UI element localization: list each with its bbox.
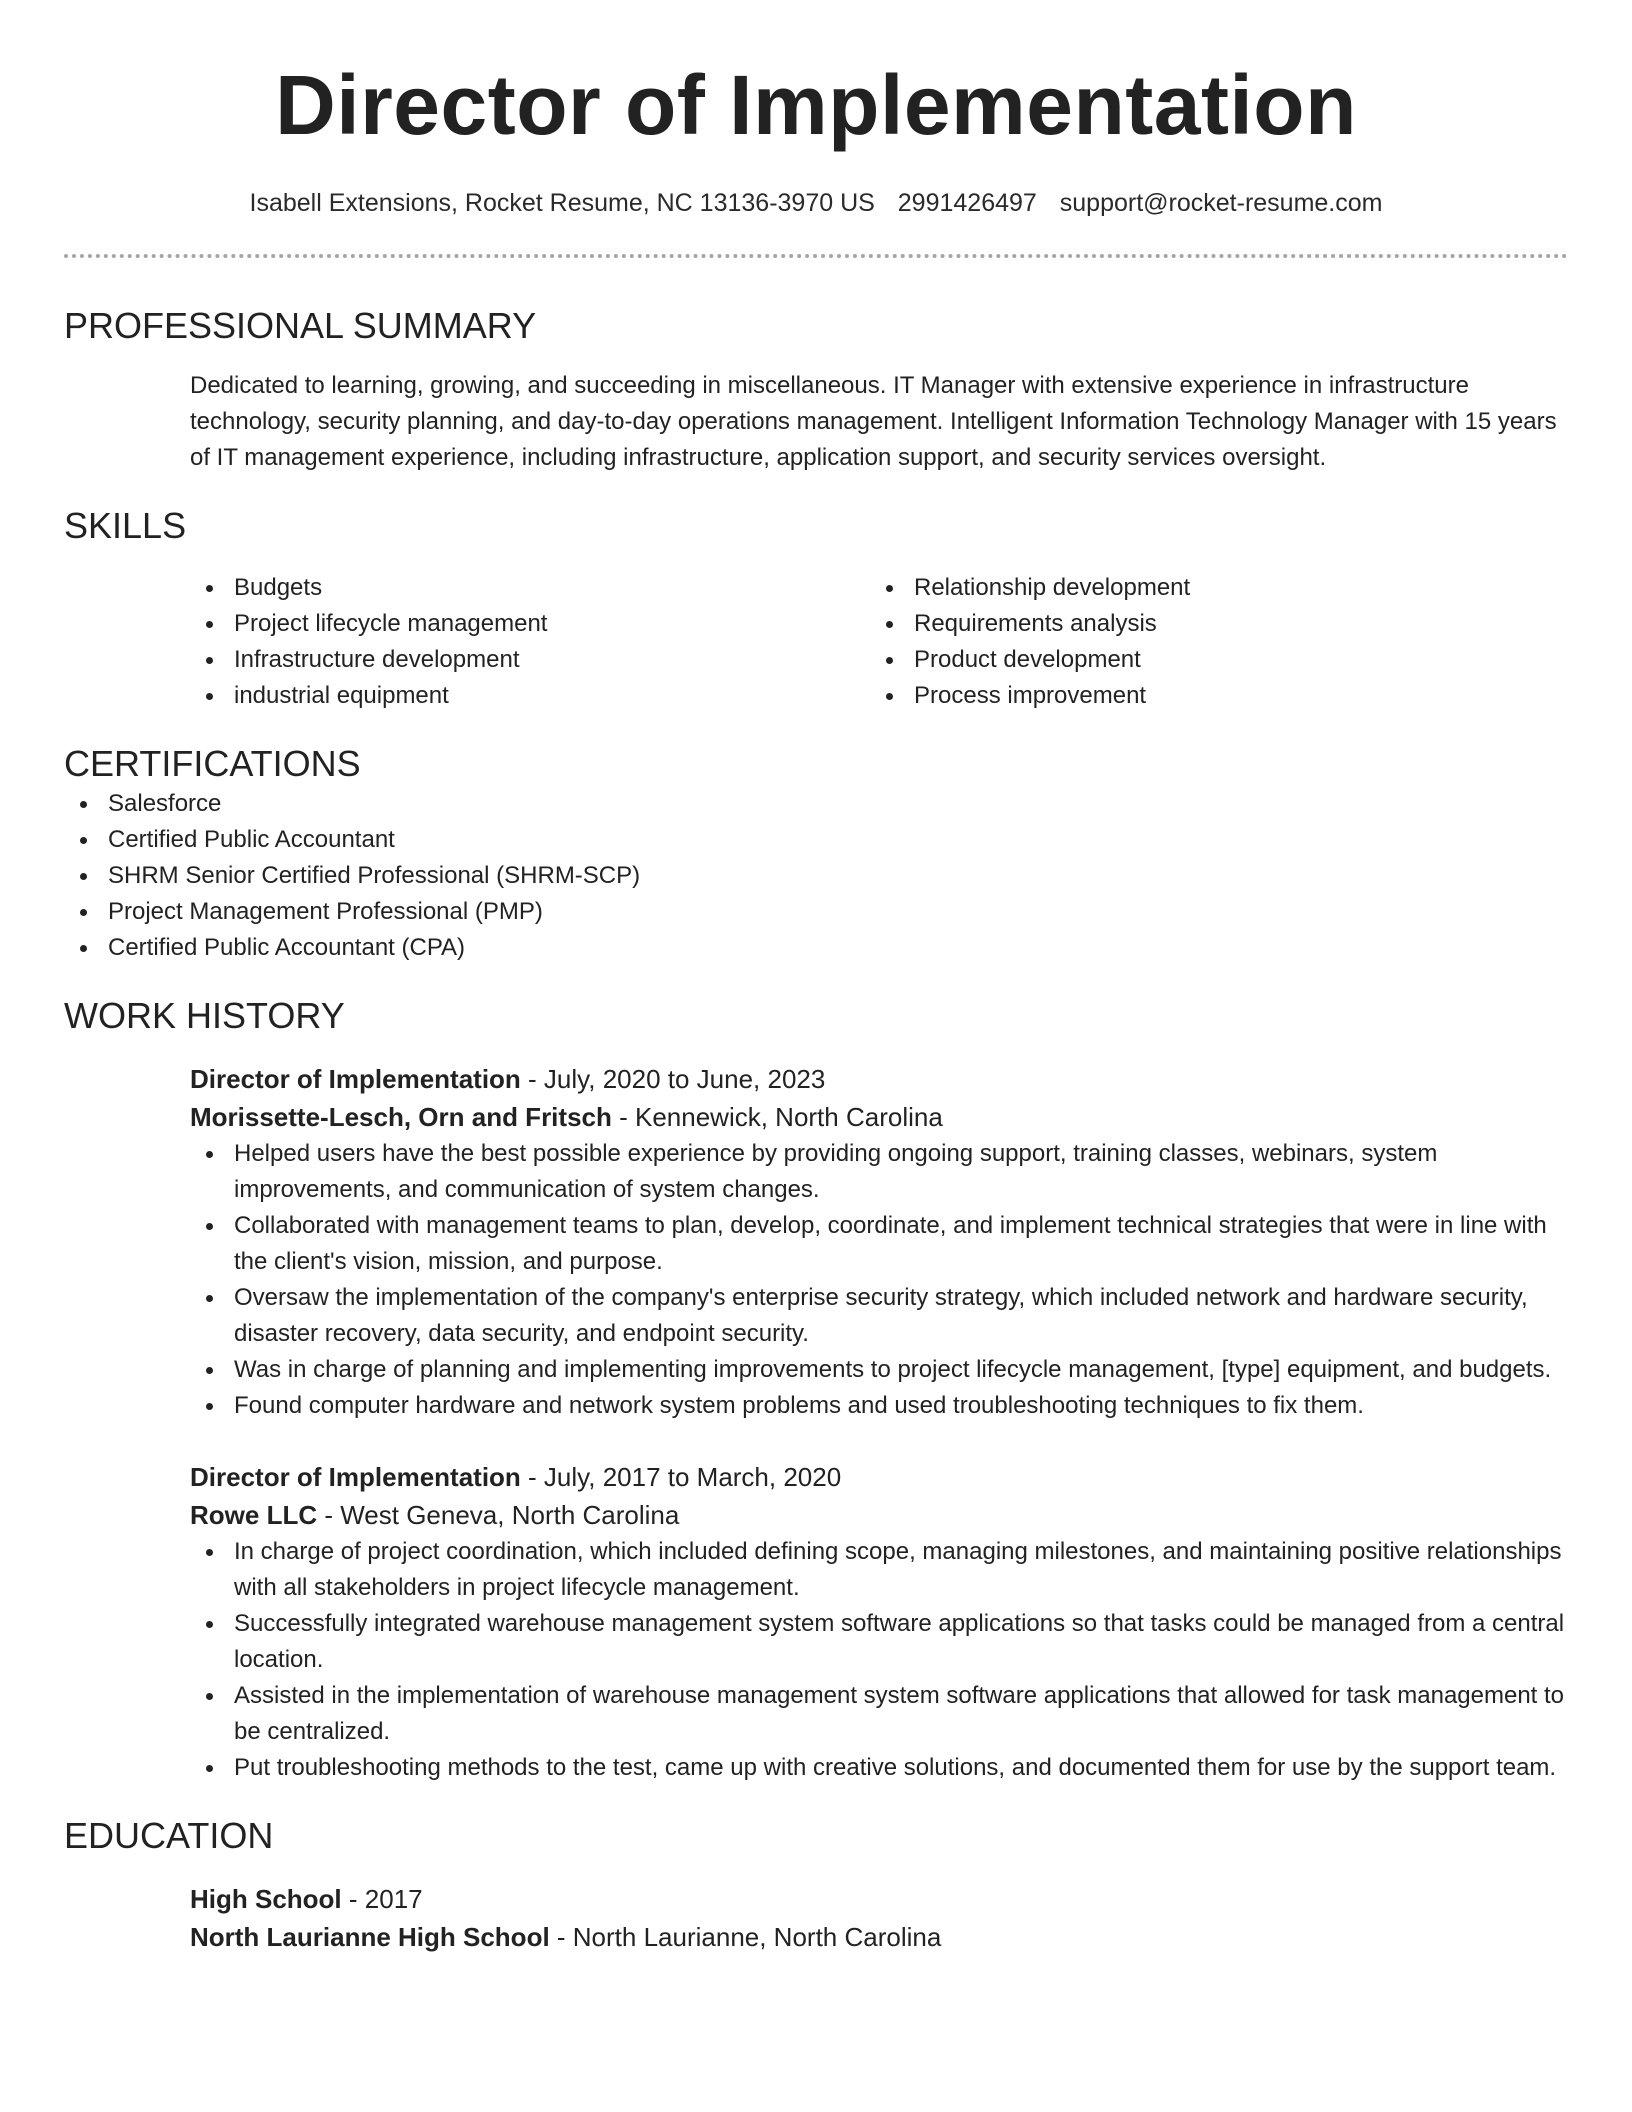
job-entry bbox=[190, 1060, 1568, 1424]
skill-item: Requirements analysis bbox=[870, 606, 1550, 642]
skill-item: Project lifecycle management bbox=[190, 606, 870, 642]
section-title-certifications: CERTIFICATIONS bbox=[64, 743, 361, 784]
job-company-line bbox=[190, 1496, 1568, 1534]
job-bullet: Successfully integrated warehouse management system software applications so that tasks could be managed from a central location. bbox=[190, 1606, 1568, 1678]
section-title-education: EDUCATION bbox=[64, 1815, 274, 1856]
job-bullet: Put troubleshooting methods to the test, came up with creative solutions, and documented them for use by the support team. bbox=[190, 1750, 1568, 1786]
job-role-line bbox=[190, 1060, 1568, 1098]
resume-name-title: Director of Implementation bbox=[275, 58, 1357, 152]
education-year: - 2017 bbox=[341, 1884, 423, 1914]
skill-item: industrial equipment bbox=[190, 678, 870, 714]
education-location: - North Laurianne, North Carolina bbox=[549, 1922, 942, 1952]
job-company: Rowe LLC bbox=[190, 1500, 318, 1530]
education-entry bbox=[190, 1880, 1568, 1956]
education-degree-line bbox=[190, 1880, 1568, 1918]
education-school-line bbox=[190, 1918, 1568, 1956]
job-location: - West Geneva, North Carolina bbox=[317, 1500, 680, 1530]
job-bullet: In charge of project coordination, which included defining scope, managing milestones, and maintaining positive relationships with all stakeholders in project lifecycle management. bbox=[190, 1534, 1568, 1606]
certifications-list bbox=[64, 786, 1568, 966]
header-divider bbox=[64, 254, 1568, 258]
job-bullet: Was in charge of planning and implementing improvements to project lifecycle management, [type] equipment, and budgets. bbox=[190, 1352, 1568, 1388]
certification-item: Certified Public Accountant bbox=[64, 822, 1568, 858]
job-entry bbox=[190, 1458, 1568, 1786]
job-bullet: Found computer hardware and network system problems and used troubleshooting techniques to fix them. bbox=[190, 1388, 1568, 1424]
section-title-skills: SKILLS bbox=[64, 505, 187, 546]
job-bullet: Oversaw the implementation of the company's enterprise security strategy, which included network and hardware security, disaster recovery, data security, and endpoint security. bbox=[190, 1280, 1568, 1352]
job-location: - Kennewick, North Carolina bbox=[611, 1102, 943, 1132]
summary-text: Dedicated to learning, growing, and succeeding in miscellaneous. IT Manager with extensive experience in infrastructure technology, security planning, and day-to-day operations management. Intelligent Information Technology Manager with 15 years of IT management experience, including infrastructure, application support, and security services oversight. bbox=[190, 372, 1557, 471]
skill-item: Infrastructure development bbox=[190, 642, 870, 678]
job-bullet: Assisted in the implementation of warehouse management system software applications that allowed for task management to be centralized. bbox=[190, 1678, 1568, 1750]
skill-item: Relationship development bbox=[870, 570, 1550, 606]
section-title-summary: PROFESSIONAL SUMMARY bbox=[64, 305, 537, 346]
contact-address: Isabell Extensions, Rocket Resume, NC 13136-3970 US bbox=[249, 189, 875, 217]
job-dates: - July, 2020 to June, 2023 bbox=[520, 1064, 826, 1094]
contact-phone: 2991426497 bbox=[897, 189, 1037, 217]
job-role-line bbox=[190, 1458, 1568, 1496]
skill-item: Product development bbox=[870, 642, 1550, 678]
certification-item: Certified Public Accountant (CPA) bbox=[64, 930, 1568, 966]
certification-item: Salesforce bbox=[64, 786, 1568, 822]
contact-email: support@rocket-resume.com bbox=[1059, 189, 1383, 217]
education-school: North Laurianne High School bbox=[190, 1922, 550, 1952]
contact-line bbox=[64, 188, 1568, 218]
skills-list-right bbox=[870, 570, 1550, 714]
job-company-line bbox=[190, 1098, 1568, 1136]
job-bullet: Collaborated with management teams to plan, develop, coordinate, and implement technical strategies that were in line with the client's vision, mission, and purpose. bbox=[190, 1208, 1568, 1280]
job-bullet-list bbox=[190, 1534, 1568, 1786]
job-company: Morissette-Lesch, Orn and Fritsch bbox=[190, 1102, 612, 1132]
job-bullet: Helped users have the best possible experience by providing ongoing support, training classes, webinars, system improvements, and communication of system changes. bbox=[190, 1136, 1568, 1208]
certification-item: Project Management Professional (PMP) bbox=[64, 894, 1568, 930]
section-title-work-history: WORK HISTORY bbox=[64, 995, 345, 1036]
skill-item: Process improvement bbox=[870, 678, 1550, 714]
certification-item: SHRM Senior Certified Professional (SHRM-SCP) bbox=[64, 858, 1568, 894]
education-degree: High School bbox=[190, 1884, 342, 1914]
job-role: Director of Implementation bbox=[190, 1462, 521, 1492]
job-bullet-list bbox=[190, 1136, 1568, 1424]
job-dates: - July, 2017 to March, 2020 bbox=[520, 1462, 842, 1492]
skill-item: Budgets bbox=[190, 570, 870, 606]
skills-list-left bbox=[190, 570, 870, 714]
skills-grid bbox=[190, 570, 1568, 714]
job-role: Director of Implementation bbox=[190, 1064, 521, 1094]
